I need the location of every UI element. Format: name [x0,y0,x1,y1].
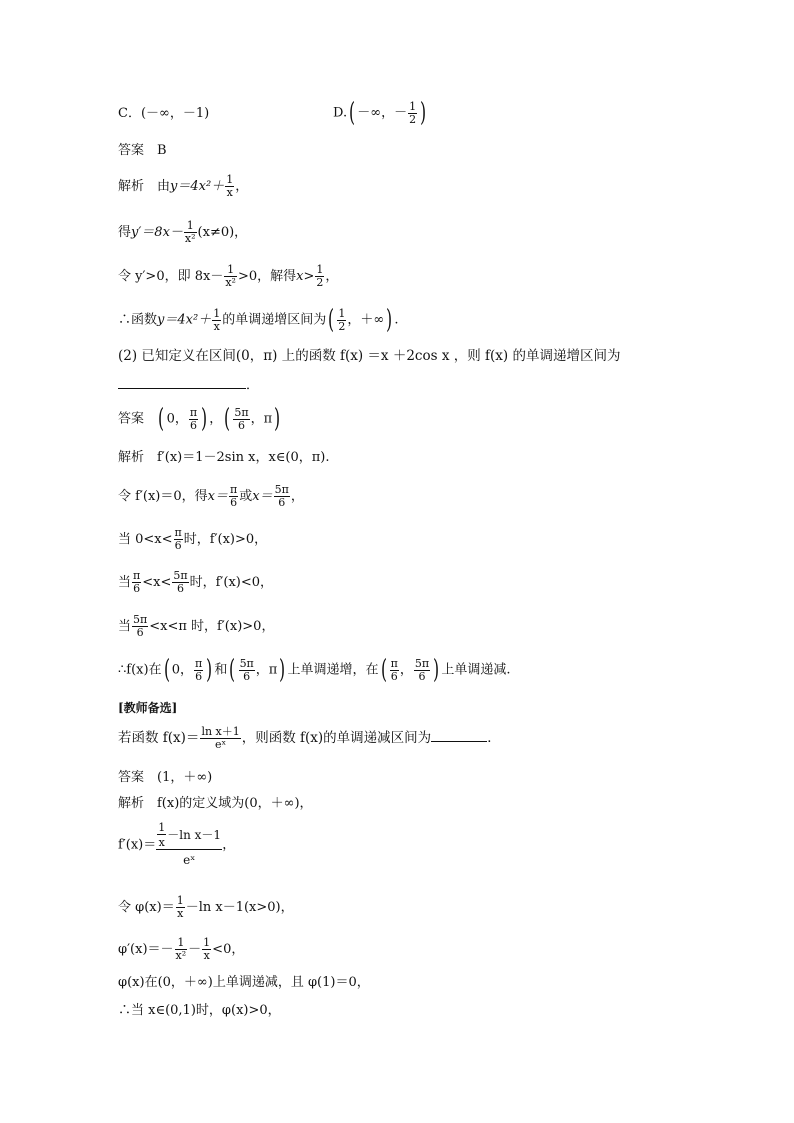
solution-2-line-2: 令 f′(x)＝0，得x＝ $\frac{\pi}{6}$ 或x＝ $\frac{5\pi}{6}$ ， [118,483,304,509]
solution-3-line-6: ∴当 x∈(0,1)时，φ(x)>0， [118,1003,281,1018]
solution-3-line-2: f′(x)＝ $\frac{1}{x}$ －ln x－1 eˣ ， [118,821,236,867]
teacher-selection-title: [教师备选] [118,701,178,715]
solution-2-line-1: 解析 f′(x)＝1－2sin x，x∈(0，π). [118,450,330,465]
question-2-statement: (2) 已知定义在区间(0，π) 上的函数 f(x) ＝x ＋2cos x ，则 f(x) 的单调递增区间为 [118,348,621,364]
option-c: C．(－∞，－1) [118,106,210,121]
question-3-statement: 若函数 f(x)＝ $\frac{\text{ln x＋1}}{\text{eˣ}}$ ，则函数 f(x)的单调递减区间为 ． [118,725,501,751]
option-d: D.( －∞，－ $\frac{1}{2}$ ) [333,98,427,128]
solution-1-line-2: 得y′＝8x－ $\frac{1}{\text{x²}}$ (x≠0)， [118,219,248,245]
solution-3-line-1: 解析 f(x)的定义域为(0，＋∞)， [118,796,313,811]
solution-2-line-4: 当 $\frac{\pi}{6}$ <x< $\frac{5\pi}{6}$ 时，f′(x)<0， [118,569,274,595]
solution-3-line-5: φ(x)在(0，＋∞)上单调递减，且 φ(1)＝0， [118,975,370,990]
answer-2: 答案 ( 0， $\frac{\pi}{6}$ ) ，( $\frac{5\pi}{6}$ ，π) [118,404,281,434]
solution-1-line-4: ∴函数y＝4x²＋ $\frac{1}{x}$ 的单调递增区间为( $\frac{1}{2}$ ，＋∞) . [118,305,399,335]
solution-3-line-3: 令 φ(x)＝ $\frac{1}{x}$ －ln x－1(x>0)， [118,894,294,920]
solution-2-line-6: ∴f(x)在( 0， $\frac{\pi}{6}$ ) 和( $\frac{5\pi}{6}$ ，π) 上单调递增，在( $\frac{\pi}{6}$ ， $\frac{5\pi}{6}$ ) 上单调递减. [118,655,511,685]
solution-3-line-4: φ′(x)＝－ $\frac{1}{\text{x²}}$ － $\frac{1}{x}$ <0， [118,936,245,962]
question-2-blank: ． [118,376,259,394]
solution-1-line-1: 解析 由y＝4x²＋ $\frac{1}{x}$ ， [118,173,249,199]
solution-2-line-5: 当 $\frac{5\pi}{6}$ <x<π 时，f′(x)>0， [118,613,275,639]
answer-1: 答案 B [118,143,167,158]
solution-2-line-3: 当 0<x< $\frac{\pi}{6}$ 时，f′(x)>0， [118,526,268,552]
solution-1-line-3: 令 y′>0，即 8x－ $\frac{1}{\text{x²}}$ >0，解得x> $\frac{1}{2}$ ， [118,263,339,289]
answer-3: 答案 (1，＋∞) [118,770,213,785]
